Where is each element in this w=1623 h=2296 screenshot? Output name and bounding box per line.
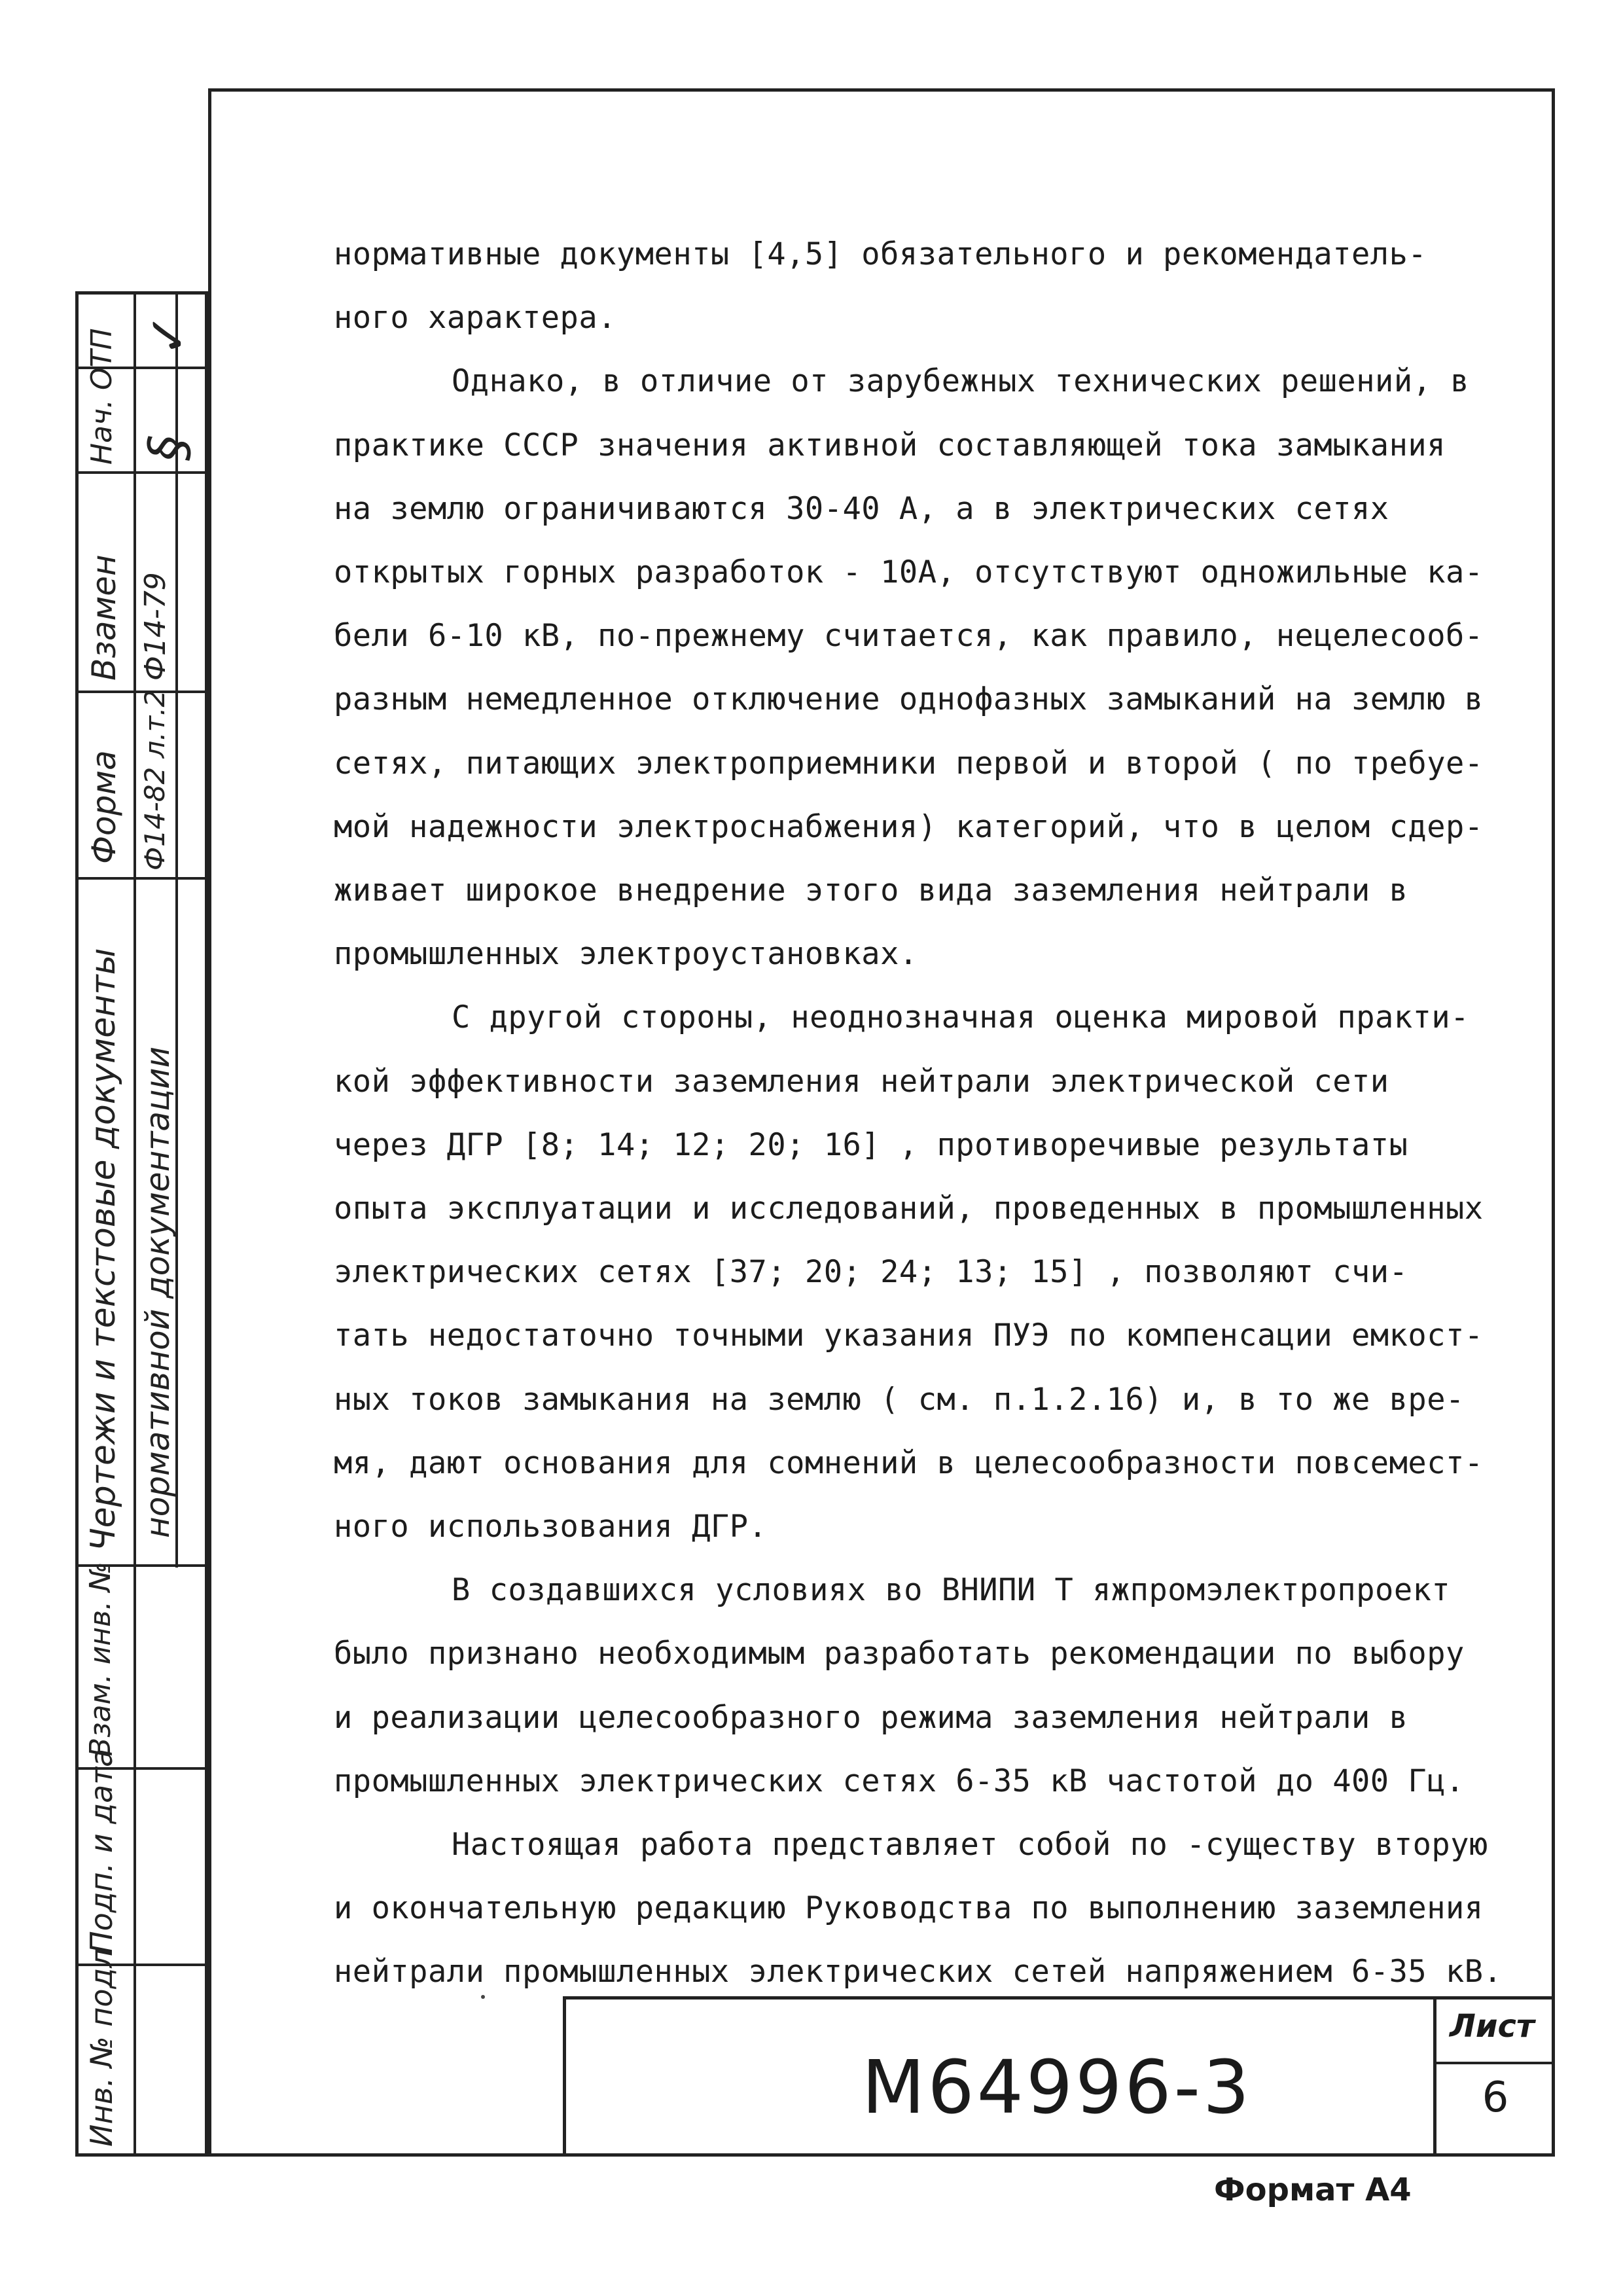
form-value: Ф14-82 л.т.2	[139, 689, 171, 870]
text-line: электрических сетях [37; 20; 24; 13; 15] , позволяют счи-	[334, 1254, 1408, 1291]
drawings-title-1: Чертежи и текстовые документы	[84, 948, 123, 1551]
text-line: ного характера.	[334, 300, 616, 336]
text-line: С другой стороны, неоднозначная оценка мировой практи-	[452, 999, 1470, 1036]
text-line: промышленных электроустановках.	[334, 936, 918, 973]
sheet-number: 6	[1482, 2073, 1509, 2122]
page-frame-bottom	[208, 2153, 1555, 2157]
replace-label: Взамен	[85, 554, 123, 681]
text-line: нормативные документы [4,5] обязательного и рекомендатель-	[334, 236, 1427, 272]
title-block-top	[563, 1996, 1555, 2000]
text-line: опыта эксплуатации и исследований, проведенных в промышленных	[334, 1191, 1484, 1227]
text-line: и окончательную редакцию Руководства по выполнению заземления	[334, 1890, 1484, 1927]
text-line: сетях, питающих электроприемники первой и второй ( по требуе-	[334, 745, 1484, 781]
text-line: и реализации целесообразного режима заземления нейтрали в	[334, 1699, 1408, 1736]
text-line: бели 6-10 кВ, по-прежнему считается, как правило, нецелесооб-	[334, 618, 1484, 655]
drawings-title-2: нормативной документации	[139, 1046, 177, 1538]
replace-value: Ф14-79	[139, 572, 172, 681]
inv-no-label: Инв. № подл	[84, 1948, 119, 2147]
text-line: разным немедленное отключение однофазных замыканий на землю в	[334, 681, 1484, 718]
text-line: мой надежности электроснабжения) категорий, что в целом сдер-	[334, 808, 1484, 845]
title-block-sheet-divider	[1433, 2062, 1555, 2064]
sheet-label: Лист	[1450, 2008, 1535, 2045]
document-body	[334, 223, 1538, 2004]
form-label: Форма	[85, 750, 123, 864]
scan-speck	[481, 1995, 485, 1999]
text-line: ного использования ДГР.	[334, 1509, 768, 1545]
text-line: на землю ограничиваются 30-40 А, а в электрических сетях	[334, 490, 1389, 527]
side-row-divider	[75, 471, 208, 474]
title-block-right	[1433, 1996, 1436, 2157]
side-row-divider	[75, 877, 208, 880]
replace-inv-label: Взам. инв. №	[84, 1562, 117, 1757]
text-line: Настоящая работа представляет собой по -существу вторую	[452, 1827, 1488, 1863]
text-line: ных токов замыкания на землю ( см. п.1.2.16) и, в то же вре-	[334, 1381, 1465, 1418]
document-code: М64996-3	[861, 2045, 1253, 2130]
format-label: Формат А4	[1214, 2172, 1412, 2208]
text-line: нейтрали промышленных электрических сетей напряжением 6-35 кВ.	[334, 1954, 1503, 1990]
text-line: кой эффективности заземления нейтрали электрической сети	[334, 1063, 1389, 1100]
signature-mark-2: ✓	[137, 312, 198, 357]
head-label: Нач. ОТП	[85, 328, 118, 465]
text-line: живает широкое внедрение этого вида заземления нейтрали в	[334, 872, 1408, 909]
text-line: промышленных электрических сетях 6-35 кВ частотой до 400 Гц.	[334, 1763, 1465, 1799]
text-line: Однако, в отличие от зарубежных технических решений, в	[452, 363, 1470, 400]
text-line: тать недостаточно точными указания ПУЭ по компенсации емкост-	[334, 1318, 1484, 1354]
text-line: практике СССР значения активной составляющей тока замыкания	[334, 427, 1446, 463]
side-column-divider	[134, 291, 136, 2157]
text-line: было признано необходимым разработать рекомендации по выбору	[334, 1636, 1465, 1672]
text-line: мя, дают основания для сомнений в целесообразности повсемест-	[334, 1444, 1484, 1481]
signature-mark-1: §	[137, 435, 198, 461]
text-line: через ДГР [8; 14; 12; 20; 16] , противоречивые результаты	[334, 1126, 1408, 1163]
sign-date-label: Подп. и дата	[84, 1748, 119, 1954]
text-line: открытых горных разработок - 10А, отсутствуют одножильные ка-	[334, 554, 1484, 591]
title-block-left	[563, 1996, 566, 2157]
text-line: В создавшихся условиях во ВНИПИ Т яжпромэлектропроект	[452, 1572, 1451, 1609]
